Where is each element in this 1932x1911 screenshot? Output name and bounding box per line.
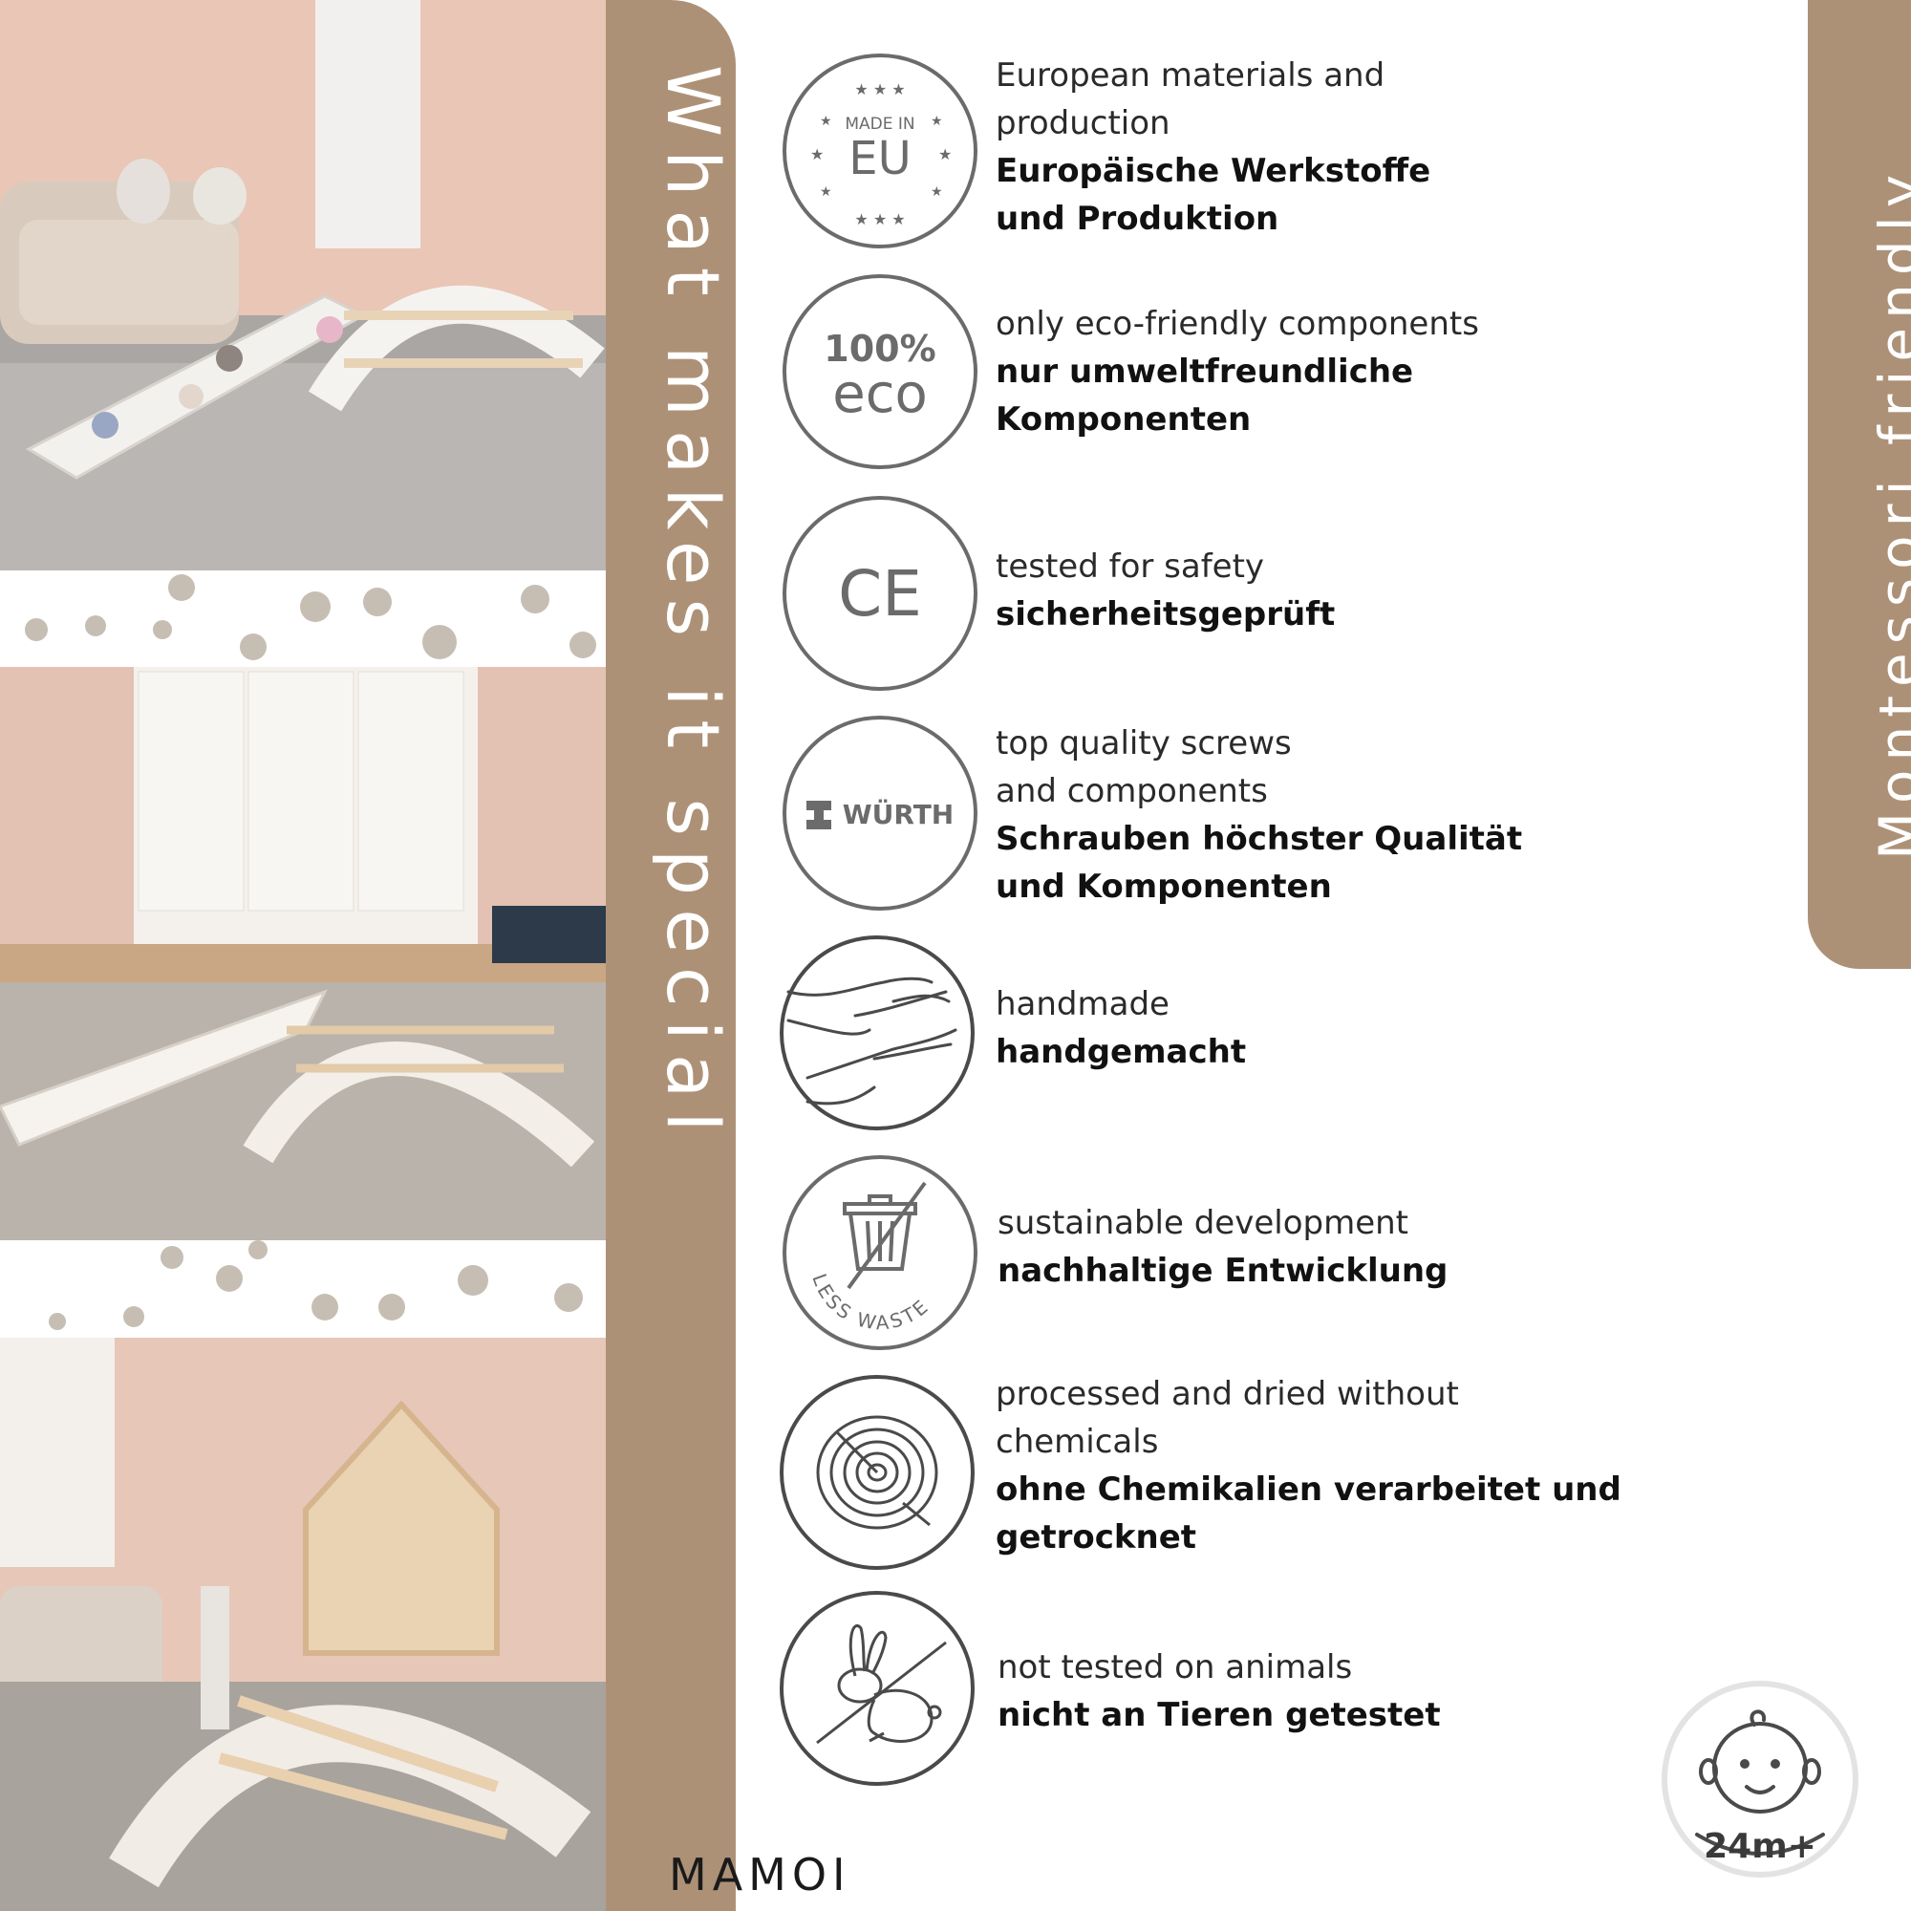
rabbit-icon <box>779 1590 976 1787</box>
feature-no-chemicals <box>996 1370 1621 1561</box>
feature-de-line: Komponenten <box>996 400 1252 439</box>
svg-text:★: ★ <box>810 145 825 163</box>
feature-en-line: production <box>996 104 1170 142</box>
feature-en-line: processed and dried without <box>996 1375 1459 1413</box>
feature-de-line: Schrauben höchster Qualität <box>996 820 1523 858</box>
feature-de-line: nur umweltfreundliche <box>996 353 1414 391</box>
svg-text:EU: EU <box>848 132 912 185</box>
feature-en-line: top quality screws <box>996 724 1292 762</box>
feature-de-line: nicht an Tieren getestet <box>998 1696 1441 1734</box>
brand-logo: MAMOI <box>669 1849 851 1900</box>
feature-de-line: sicherheitsgeprüft <box>996 595 1336 633</box>
feature-de-line: ohne Chemikalien verarbeitet und <box>996 1471 1621 1509</box>
feature-de-line: getrocknet <box>996 1518 1197 1557</box>
age-badge <box>1659 1672 1861 1886</box>
product-photo-slide <box>0 0 606 570</box>
svg-text:★: ★ <box>931 184 943 200</box>
side-pill-label: Montessori friendly <box>1867 165 1932 860</box>
feature-en-line: chemicals <box>996 1423 1159 1461</box>
feature-en-line: tested for safety <box>996 548 1265 586</box>
band-title: What makes it special <box>651 65 736 1146</box>
decorative-dots <box>0 570 606 667</box>
hands-icon <box>779 934 976 1131</box>
wurth-icon <box>782 715 978 912</box>
wood-rings-icon <box>779 1374 976 1571</box>
product-photo-arch-ladder <box>0 1338 606 1911</box>
feature-en-line: European materials and <box>996 56 1385 95</box>
feature-en-line: not tested on animals <box>998 1648 1353 1686</box>
feature-sustainable <box>998 1199 1448 1295</box>
feature-de-line: und Produktion <box>996 200 1279 238</box>
feature-eu <box>996 52 1430 243</box>
svg-text:MADE IN: MADE IN <box>845 115 915 134</box>
feature-wurth <box>996 719 1522 911</box>
less-waste-icon <box>782 1154 978 1351</box>
svg-text:★: ★ <box>820 114 832 129</box>
feature-ce <box>996 543 1335 638</box>
svg-text:WÜRTH: WÜRTH <box>842 799 955 830</box>
feature-handmade <box>996 980 1246 1076</box>
made-in-eu-icon <box>782 53 978 249</box>
feature-en-line: only eco-friendly components <box>996 305 1479 343</box>
feature-de-line: nachhaltige Entwicklung <box>998 1252 1449 1290</box>
svg-text:LESS WASTE: LESS WASTE <box>807 1270 934 1335</box>
svg-text:24m+: 24m+ <box>1704 1827 1816 1866</box>
eco-icon <box>782 273 978 470</box>
svg-text:★ ★ ★: ★ ★ ★ <box>854 210 906 228</box>
svg-text:eco: eco <box>832 363 928 425</box>
svg-text:★: ★ <box>938 145 953 163</box>
svg-text:★ ★ ★: ★ ★ ★ <box>854 80 906 98</box>
feature-en-line: and components <box>996 772 1268 810</box>
feature-eco <box>996 300 1479 443</box>
decorative-dots <box>0 1240 606 1338</box>
svg-text:CE: CE <box>838 557 922 631</box>
feature-de-line: Europäische Werkstoffe <box>996 152 1431 190</box>
product-photo-arch <box>0 667 606 1240</box>
svg-text:100%: 100% <box>824 328 936 370</box>
feature-cruelty-free <box>998 1643 1441 1739</box>
feature-de-line: und Komponenten <box>996 868 1332 906</box>
feature-de-line: handgemacht <box>996 1033 1247 1071</box>
svg-text:★: ★ <box>820 184 832 200</box>
feature-en-line: sustainable development <box>998 1204 1409 1242</box>
ce-mark-icon <box>782 495 978 692</box>
svg-text:★: ★ <box>931 114 943 129</box>
feature-en-line: handmade <box>996 985 1170 1023</box>
